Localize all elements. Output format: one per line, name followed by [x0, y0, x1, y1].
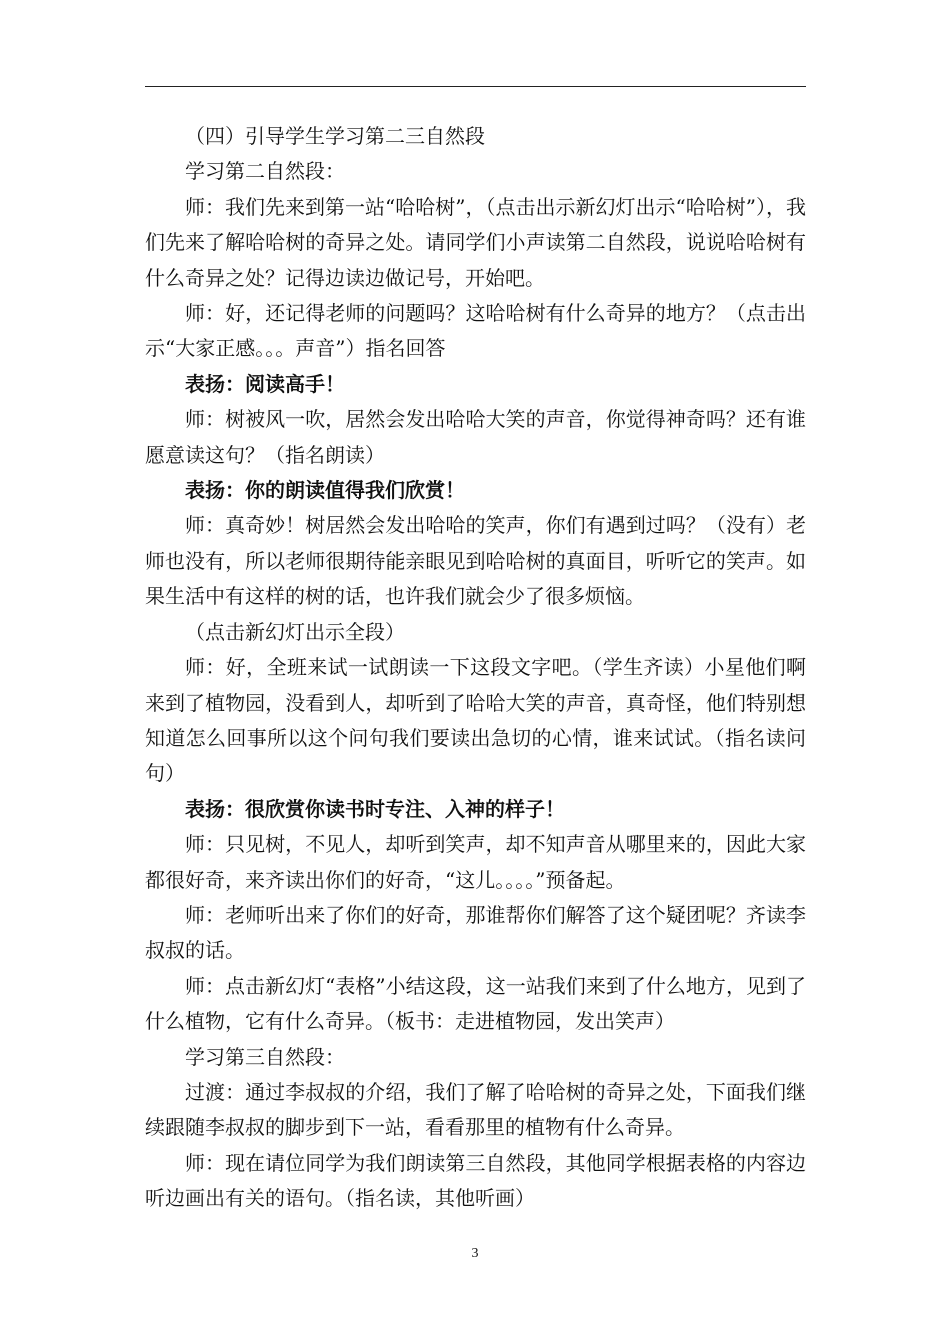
paragraph: 师：好，还记得老师的问题吗？这哈哈树有什么奇异的地方？（点击出示“大家正感。。。声音”）指名回答	[145, 301, 806, 361]
paragraph: 师：点击新幻灯“表格”小结这段，这一站我们来到了什么地方，见到了什么植物，它有什么奇异。（板书：走进植物园，发出笑声）	[145, 973, 806, 1034]
paragraph: 师：树被风一吹，居然会发出哈哈大笑的声音，你觉得神奇吗？还有谁愿意读这句？（指名朗读）	[145, 407, 806, 467]
subsection-label: 学习第三自然段：	[185, 1044, 345, 1069]
section-heading: （四）引导学生学习第二三自然段	[185, 124, 485, 148]
paragraph: 师：只见树，不见人，却听到笑声，却不知声音从哪里来的，因此大家都很好奇，来齐读出你们的好奇，“这儿。。。。”预备起。	[145, 832, 806, 892]
praise-line: 表扬：你的朗读值得我们欣赏！	[185, 478, 465, 503]
paragraph: 师：真奇妙！树居然会发出哈哈的笑声，你们有遇到过吗？（没有）老师也没有，所以老师很期待能亲眼见到哈哈树的真面目，听听它的笑声。如果生活中有这样的树的话，也许我们就会少了很多烦恼。	[145, 513, 806, 609]
paragraph: 师：老师听出来了你们的好奇，那谁帮你们解答了这个疑团呢？齐读李叔叔的话。	[145, 902, 806, 963]
paragraph: 过渡：通过李叔叔的介绍，我们了解了哈哈树的奇异之处，下面我们继续跟随李叔叔的脚步到下一站，看看那里的植物有什么奇异。	[145, 1079, 806, 1140]
paragraph: 师：我们先来到第一站“哈哈树”，（点击出示新幻灯出示“哈哈树”），我们先来了解哈哈树的奇异之处。请同学们小声读第二自然段，说说哈哈树有什么奇异之处？记得边读边做记号，开始吧。	[145, 194, 806, 290]
paragraph: 师：现在请位同学为我们朗读第三自然段，其他同学根据表格的内容边听边画出有关的语句。（指名读，其他听画）	[145, 1150, 806, 1211]
header-rule	[145, 86, 806, 87]
page-number: 3	[471, 1246, 479, 1261]
praise-line: 表扬：阅读高手！	[185, 371, 345, 396]
subsection-label: 学习第二自然段：	[185, 159, 345, 184]
paragraph: （点击新幻灯出示全段）	[185, 619, 405, 644]
document-body	[145, 119, 806, 1217]
paragraph: 师：好，全班来试一试朗读一下这段文字吧。（学生齐读）小星他们啊来到了植物园，没看到人，却听到了哈哈大笑的声音，真奇怪，他们特别想知道怎么回事所以这个问句我们要读出急切的心情，谁来试试。（指名读问句）	[145, 655, 806, 786]
praise-line: 表扬：很欣赏你读书时专注、入神的样子！	[185, 796, 565, 821]
